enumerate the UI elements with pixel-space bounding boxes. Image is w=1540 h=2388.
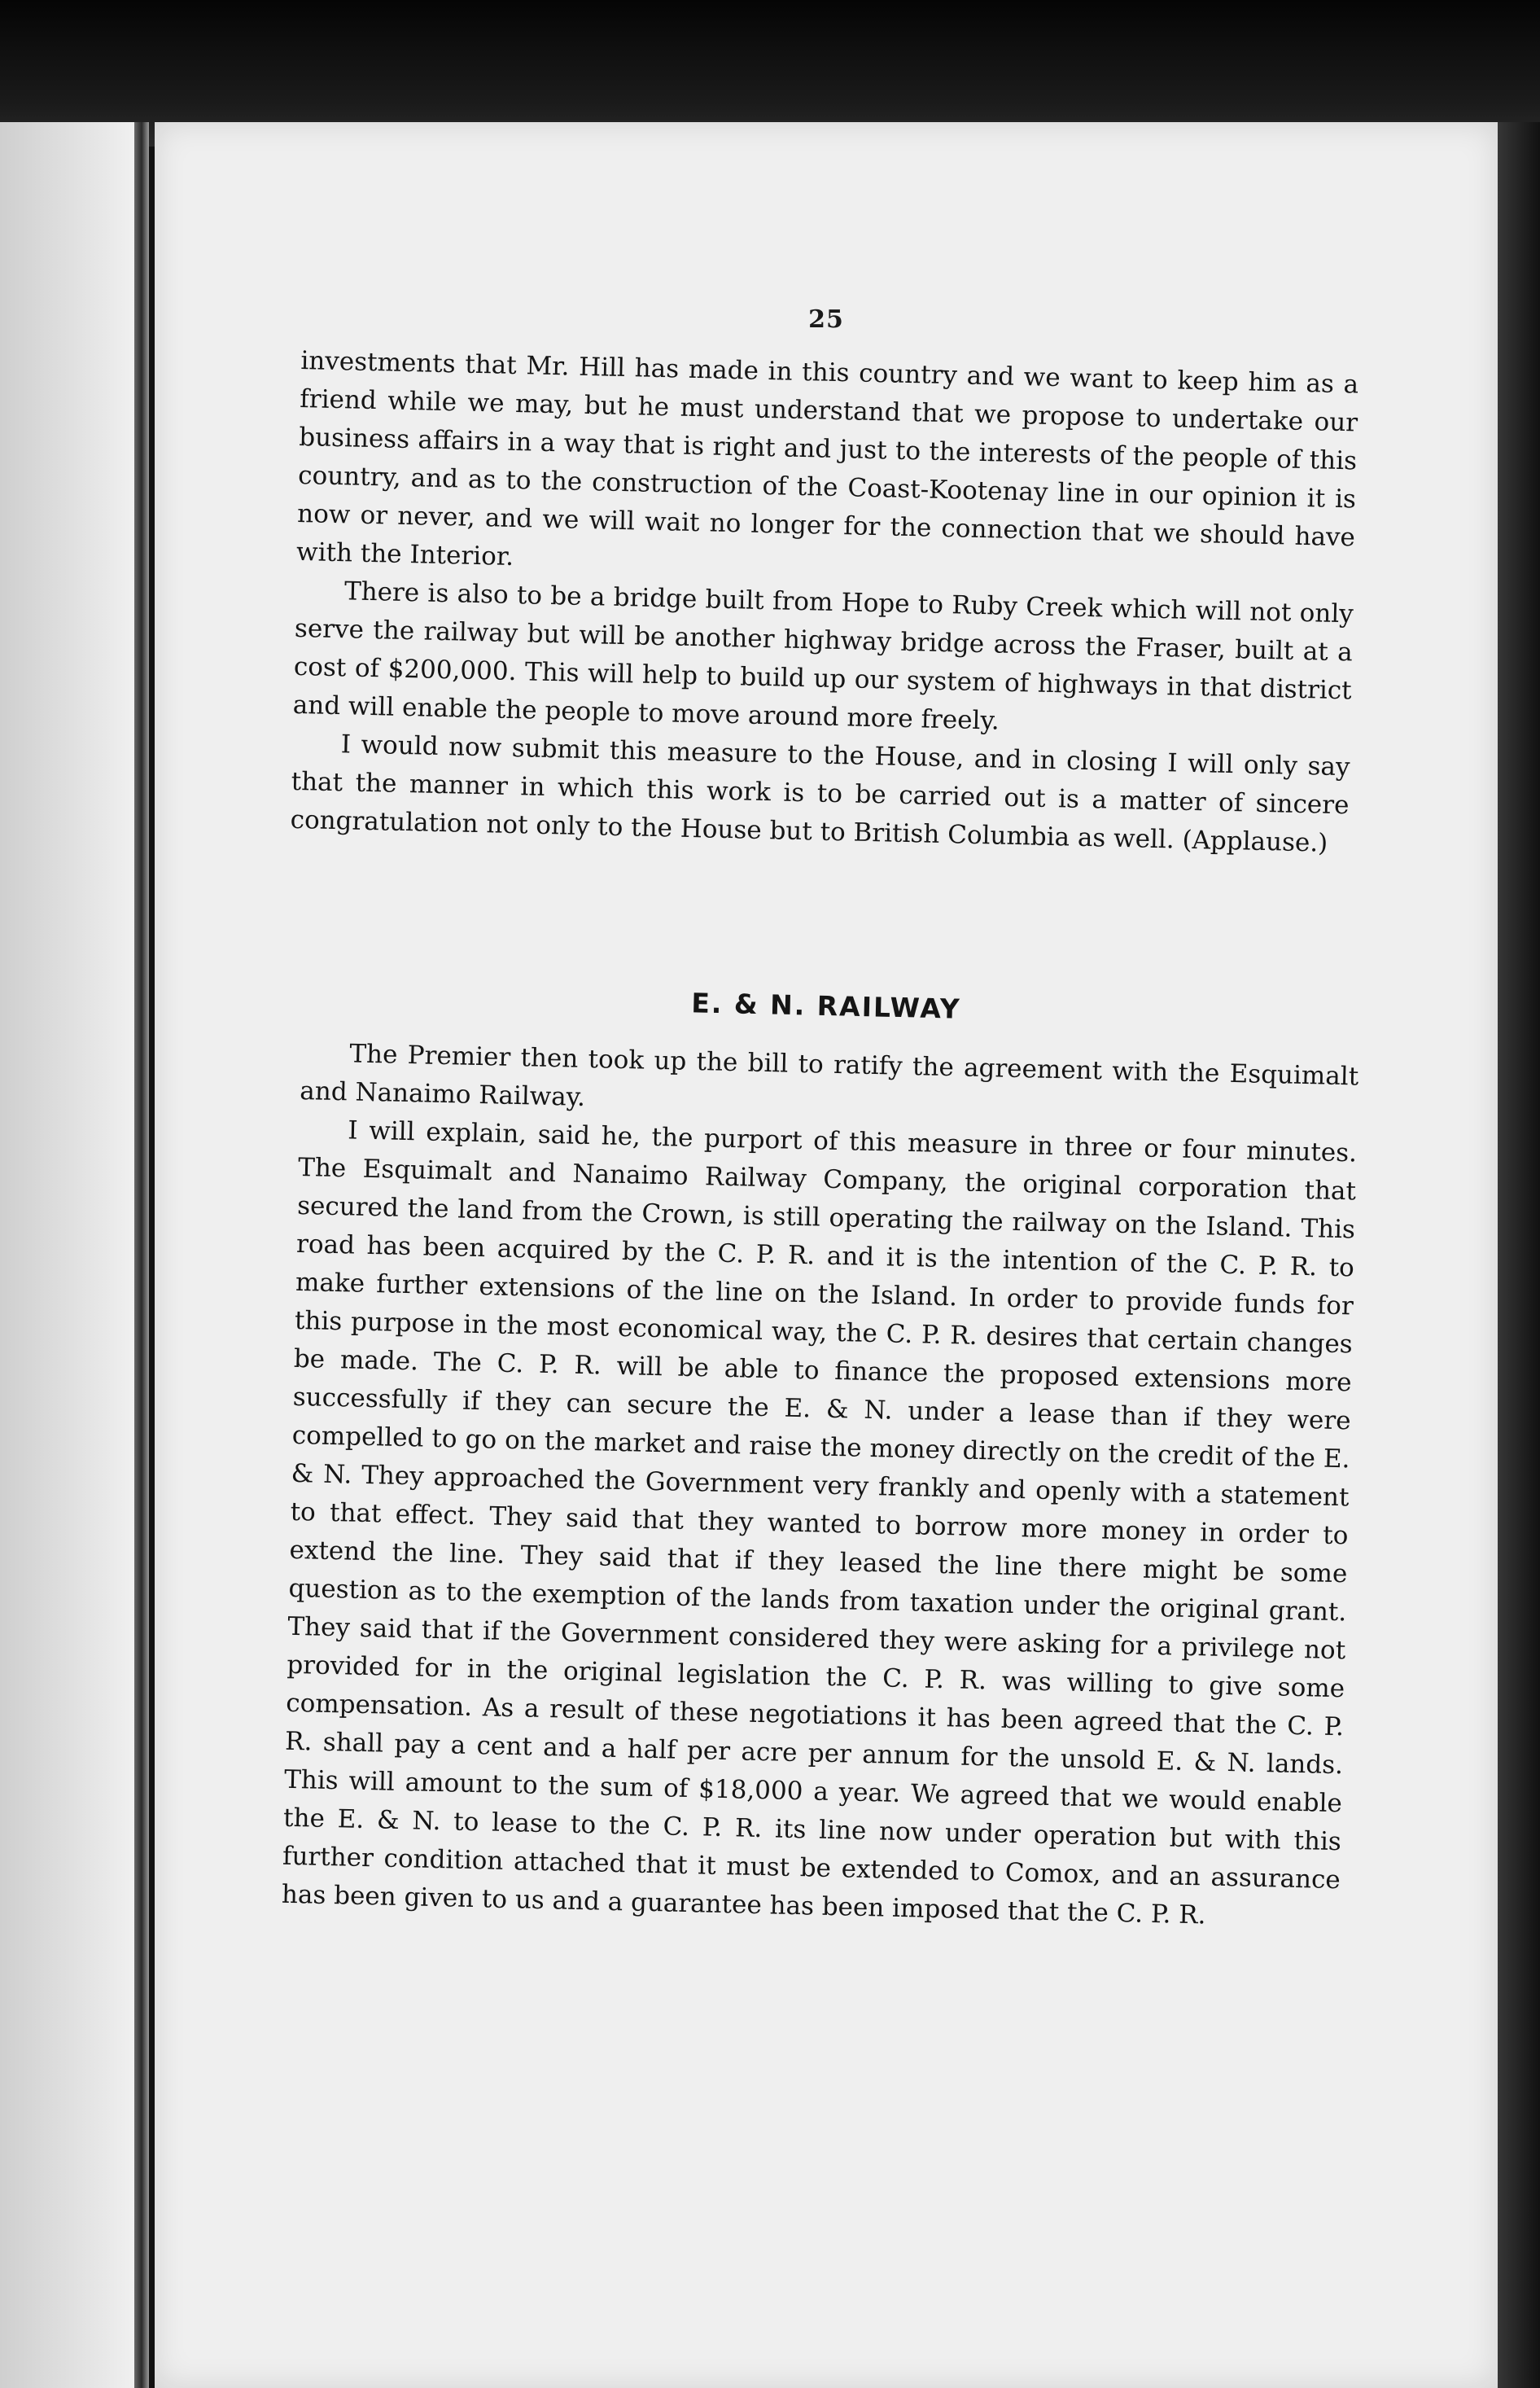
paragraph: I will explain, said he, the purport of this measure in three or four minutes. The Esquimalt and Nanaimo Railway Company, the original corporation that secured the land from the Crown, is still operating the railway on the Island. This road has been acquired by the C. P. R. and it is the intention of the C. P. R. to make further extensions of the line on the Island. In order to provide funds for this purpose in the most economical way, the C. P. R. desires that certain changes be made. The C. P. R. will be able to finance the proposed extensions more successfully if they can secure the E. & N. under a lease than if they were compelled to go on the market and raise the money directly on the credit of the E. & N. They approached the Government very frankly and openly with a statement to that effect. They said that they wanted to borrow more money in order to extend the line. They said that if they leased the line there might be some question as to the exemption of the lands from taxation under the original grant. They said that if the Government considered they were asking for a privilege not provided for in the original legislation the C. P. R. was willing to give some compensation. As a result of these negotiations it has been agreed that the C. P. R. shall pay a cent and a half per acre per annum for the unsold E. & N. lands. This will amount to the sum of $18,000 a year. We agreed that we would enable the E. & N. to lease to the C. P. R. its line now under operation but with this further condition attached that it must be extended to Comox, and an assurance has been given to us and a guarantee has been imposed that the C. P. R. — [281, 1115, 1358, 1930]
section-heading: E. & N. RAILWAY — [690, 987, 962, 1025]
document-page — [155, 122, 1498, 2388]
paragraph: I would now submit this measure to the House, and in closing I will only say that the manner in which this work is to be carried out is a matter of sincere congratulation not only to the House but to British Columbia as well. (Applause.) — [290, 730, 1350, 858]
paragraph: There is also to be a bridge built from Hope to Ruby Creek which will not only serve the railway but will be another highway bridge across the Fraser, built at a cost of $200,000. This will help to build up our system of highways in that district and will enable the people to move around more freely. — [292, 576, 1354, 736]
page-number: 25 — [808, 305, 844, 334]
body-text-bottom — [281, 1034, 1358, 1938]
scan-background-right — [1494, 122, 1540, 2388]
book-gutter — [134, 122, 149, 2388]
facing-page-edge — [0, 122, 138, 2388]
paragraph: investments that Mr. Hill has made in this country and we want to keep him as a friend while we may, but he must understand that we propose to undertake our business affairs in a way that is right and just to the interests of the people of this country, and as to the construction of the Coast-Kootenay line in our opinion it is now or never, and we will wait no longer for the connection that we should have with the Interior. — [295, 345, 1359, 572]
body-text-top — [290, 342, 1359, 863]
paragraph: The Premier then took up the bill to ratify the agreement with the Esquimalt and Nanaimo Railway. — [300, 1039, 1359, 1112]
